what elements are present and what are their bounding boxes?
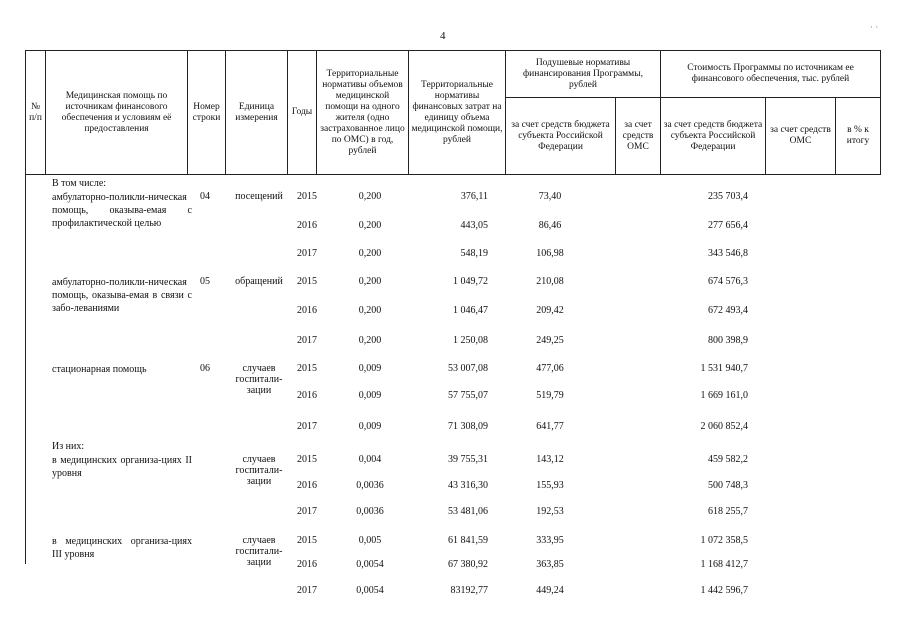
per-capita-budget: 210,08: [536, 276, 564, 287]
cost: 548,19: [460, 248, 488, 259]
cost: 443,05: [460, 220, 488, 231]
header-cost-budget: за счет средств бюджета субъекта Российской Федерации: [661, 98, 766, 175]
per-capita-budget: 333,95: [536, 535, 564, 546]
header-year: Годы: [288, 51, 317, 175]
section-name: амбулаторно-поликли-ническая помощь, оказыва-емая в связи с забо-леваниями: [52, 277, 192, 314]
cost: 53 481,06: [448, 506, 488, 517]
header-name: Медицинская помощь по источникам финансового обеспечения и условиям её предоставления: [46, 51, 188, 175]
cost: 67 380,92: [448, 559, 488, 570]
table-row: [0, 421, 905, 441]
header-pc-budget: за счет средств бюджета субъекта Российской Федерации: [506, 98, 616, 175]
table-row: [0, 305, 905, 325]
program-cost-budget: 618 255,7: [708, 506, 748, 517]
year: 2016: [297, 390, 317, 401]
table-row: [0, 559, 905, 579]
volume: 0,0036: [356, 480, 384, 491]
program-cost-budget: 1 072 358,5: [700, 535, 748, 546]
year: 2015: [297, 535, 317, 546]
header-num: № п/п: [26, 51, 46, 175]
cost: 43 316,30: [448, 480, 488, 491]
section-name: в медицинских организа-циях III уровня: [52, 536, 192, 560]
line-number: 06: [200, 363, 210, 374]
year: 2017: [297, 585, 317, 596]
page-number: 4: [440, 30, 446, 42]
program-cost-budget: 1 669 161,0: [700, 390, 748, 401]
program-cost-budget: 277 656,4: [708, 220, 748, 231]
cost: 53 007,08: [448, 363, 488, 374]
header-line: Номер строки: [188, 51, 226, 175]
per-capita-budget: 209,42: [536, 305, 564, 316]
per-capita-budget: 86,46: [538, 220, 562, 231]
section-name: амбулаторно-поликли-ническая помощь, оказыва-емая с профилактической целью: [52, 192, 192, 229]
table-row: [0, 248, 905, 268]
year: 2015: [297, 276, 317, 287]
program-cost-budget: 235 703,4: [708, 191, 748, 202]
year: 2015: [297, 191, 317, 202]
volume: 0,200: [358, 248, 382, 259]
cost: 57 755,07: [448, 390, 488, 401]
header-pc-oms: за счет средств ОМС: [616, 98, 661, 175]
table-row: [0, 390, 905, 410]
table-row: [0, 585, 905, 605]
header-cost-group: Стоимость Программы по источникам ее финансового обеспечения, тыс. рублей: [661, 51, 881, 98]
volume: 0,0054: [356, 559, 384, 570]
program-cost-budget: 1 442 596,7: [700, 585, 748, 596]
volume: 0,009: [358, 421, 382, 432]
cost: 39 755,31: [448, 454, 488, 465]
table-row: [0, 506, 905, 526]
per-capita-budget: 73,40: [538, 191, 562, 202]
cost: 61 841,59: [448, 535, 488, 546]
header-cost-oms: за счет средств ОМС: [766, 98, 836, 175]
cost: 71 308,09: [448, 421, 488, 432]
table-row: [0, 480, 905, 500]
volume: 0,200: [358, 305, 382, 316]
program-cost-budget: 1 531 940,7: [700, 363, 748, 374]
table-row: [0, 276, 905, 296]
per-capita-budget: 363,85: [536, 559, 564, 570]
table-row: [0, 191, 905, 211]
table-row: [0, 335, 905, 355]
year: 2017: [297, 506, 317, 517]
per-capita-budget: 477,06: [536, 363, 564, 374]
year: 2015: [297, 454, 317, 465]
per-capita-budget: 249,25: [536, 335, 564, 346]
section-name: стационарная помощь: [52, 364, 147, 375]
cost: 1 250,08: [453, 335, 488, 346]
per-capita-budget: 106,98: [536, 248, 564, 259]
volume: 0,005: [358, 535, 382, 546]
unit: обращений: [235, 276, 283, 287]
year: 2015: [297, 363, 317, 374]
table-row: [0, 220, 905, 240]
unit: случаев госпитали-зации: [235, 363, 283, 396]
unit: случаев госпитали-зации: [235, 454, 283, 487]
cost: 83192,77: [450, 585, 488, 596]
volume: 0,004: [358, 454, 382, 465]
volume: 0,0054: [356, 585, 384, 596]
header-cost-pct: в % к итогу: [836, 98, 881, 175]
volume: 0,009: [358, 390, 382, 401]
cost: 1 049,72: [453, 276, 488, 287]
line-number: 05: [200, 276, 210, 287]
header-unit: Единица измерения: [226, 51, 288, 175]
program-cost-budget: 459 582,2: [708, 454, 748, 465]
per-capita-budget: 192,53: [536, 506, 564, 517]
program-cost-budget: 674 576,3: [708, 276, 748, 287]
header-terr-volume: Территориальные нормативы объемов медицинской помощи на одного жителя (одно застрахованное лицо по ОМС) в год, рублей: [317, 51, 409, 175]
volume: 0,0036: [356, 506, 384, 517]
header-per-capita-group: Подушевые нормативы финансирования Программы, рублей: [506, 51, 661, 98]
year: 2016: [297, 480, 317, 491]
volume: 0,009: [358, 363, 382, 374]
program-cost-budget: 672 493,4: [708, 305, 748, 316]
per-capita-budget: 449,24: [536, 585, 564, 596]
year: 2016: [297, 220, 317, 231]
program-cost-budget: 1 168 412,7: [700, 559, 748, 570]
year: 2017: [297, 335, 317, 346]
section-name: в медицинских организа-циях II уровня: [52, 455, 192, 479]
per-capita-budget: 143,12: [536, 454, 564, 465]
unit: посещений: [235, 191, 283, 202]
per-capita-budget: 155,93: [536, 480, 564, 491]
line-number: 04: [200, 191, 210, 202]
volume: 0,200: [358, 191, 382, 202]
year: 2017: [297, 248, 317, 259]
per-capita-budget: 641,77: [536, 421, 564, 432]
year: 2016: [297, 305, 317, 316]
per-capita-budget: 519,79: [536, 390, 564, 401]
header-terr-cost: Территориальные нормативы финансовых затрат на единицу объема медицинской помощи, рублей: [409, 51, 506, 175]
unit: случаев госпитали-зации: [235, 535, 283, 568]
program-cost-budget: 800 398,9: [708, 335, 748, 346]
label-of-them: Из них:: [52, 441, 85, 452]
cost: 1 046,47: [453, 305, 488, 316]
cost: 376,11: [460, 191, 488, 202]
program-cost-budget: 343 546,8: [708, 248, 748, 259]
corner-mark: · ·: [870, 22, 879, 32]
year: 2017: [297, 421, 317, 432]
program-cost-budget: 500 748,3: [708, 480, 748, 491]
volume: 0,200: [358, 276, 382, 287]
table-header: [25, 50, 881, 175]
volume: 0,200: [358, 335, 382, 346]
program-cost-budget: 2 060 852,4: [700, 421, 748, 432]
label-including: В том числе:: [52, 178, 107, 189]
volume: 0,200: [358, 220, 382, 231]
year: 2016: [297, 559, 317, 570]
